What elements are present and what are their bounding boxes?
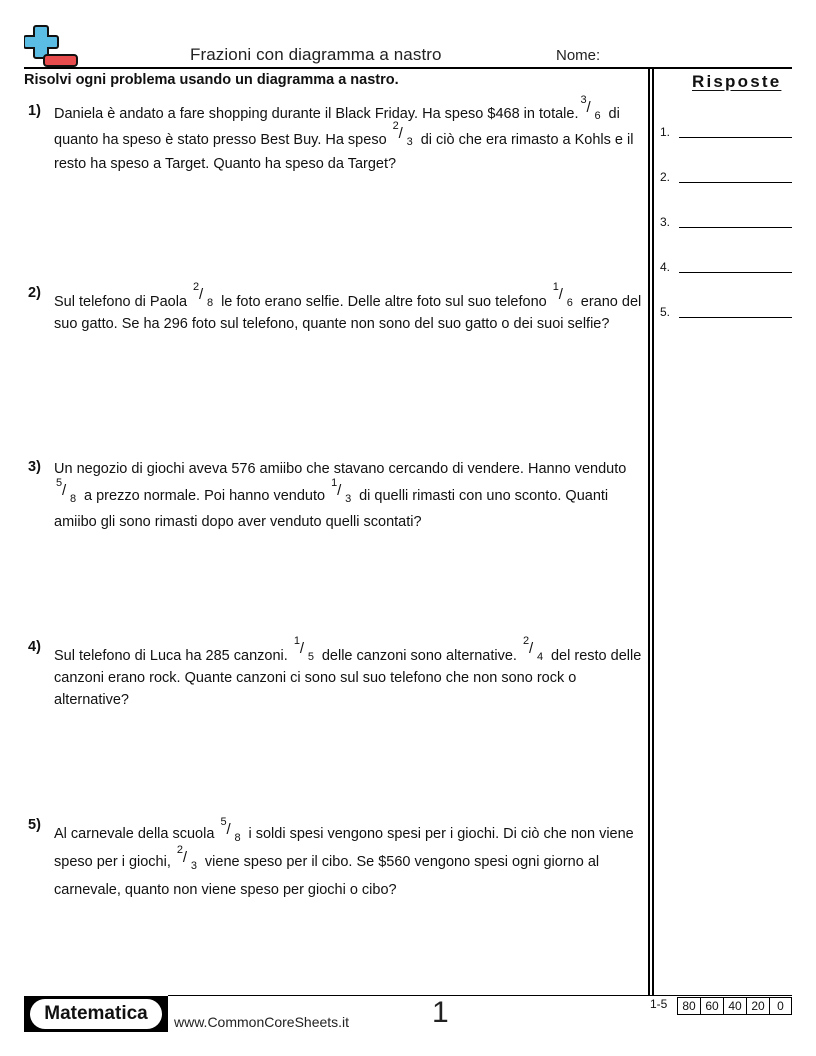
answer-row (660, 303, 792, 323)
answer-row (660, 213, 792, 233)
problem-number: 5) (28, 817, 41, 833)
fraction-slash: / (558, 286, 563, 303)
column-divider (648, 68, 650, 996)
answer-blank[interactable] (679, 317, 792, 318)
score-cell: 60 (701, 998, 724, 1014)
header-divider (24, 67, 792, 69)
fraction-slash: / (199, 286, 204, 303)
fraction-slash: / (528, 640, 534, 657)
problem-text-segment: di quanto ha speso è stato presso Best Buy. Ha speso (54, 106, 620, 148)
answer-row (660, 258, 792, 278)
page-number: 1 (432, 996, 449, 1029)
answer-number: 3. (660, 215, 671, 229)
fraction (522, 635, 545, 663)
answer-number: 4. (660, 260, 671, 274)
problem-text-segment: i soldi spesi vengono spesi per i giochi. Di ciò che non viene speso per i giochi, (54, 826, 634, 870)
problem-text (54, 456, 646, 535)
fraction (331, 477, 353, 505)
score-cell: 80 (678, 998, 701, 1014)
fraction-numerator: 2 (176, 844, 184, 856)
fraction-slash: / (337, 482, 342, 499)
answer-blank[interactable] (679, 272, 792, 273)
problem-text (54, 816, 646, 904)
fraction-numerator: 1 (293, 635, 300, 647)
fraction (176, 844, 199, 872)
answers-title: Risposte (692, 72, 782, 91)
fraction-denominator: 3 (190, 860, 198, 872)
problem-text-segment: Daniela è andato a fare shopping durante il Black Friday. Ha speso $468 in totale. (54, 106, 579, 122)
problem-text-segment: Sul telefono di Luca ha 285 canzoni. (54, 648, 292, 664)
fraction-denominator: 8 (70, 493, 77, 505)
answer-number: 1. (660, 125, 671, 139)
fraction-denominator: 8 (234, 832, 241, 844)
name-label: Nome: (556, 47, 601, 64)
problem-number: 2) (28, 285, 41, 301)
fraction-slash: / (182, 849, 188, 866)
site-url[interactable]: www.CommonCoreSheets.it (174, 1014, 350, 1030)
problem-number: 1) (28, 103, 41, 119)
fraction-slash: / (586, 99, 591, 116)
fraction-slash: / (62, 482, 67, 499)
fraction (293, 635, 316, 663)
fraction-denominator: 6 (594, 110, 601, 122)
fraction-denominator: 6 (566, 297, 573, 309)
fraction-numerator: 5 (56, 477, 63, 489)
instructions: Risolvi ogni problema usando un diagramma a nastro. (24, 72, 399, 88)
score-range-label: 1-5 (650, 997, 668, 1011)
score-cell: 20 (747, 998, 770, 1014)
fraction-numerator: 2 (193, 281, 200, 293)
answer-blank[interactable] (679, 227, 792, 228)
worksheet-title: Frazioni con diagramma a nastro (190, 45, 442, 64)
fraction-denominator: 5 (307, 651, 314, 663)
fraction-denominator: 3 (406, 136, 413, 148)
problem-text-segment: Al carnevale della scuola (54, 826, 219, 842)
problem-text-segment: del resto delle canzoni erano rock. Quante canzoni ci sono sul suo telefono che non sono rock o alternative? (54, 648, 642, 708)
fraction-denominator: 8 (207, 297, 214, 309)
column-divider (652, 68, 654, 996)
fraction (56, 477, 78, 505)
problem-number: 3) (28, 459, 41, 475)
fraction (220, 816, 242, 844)
problem-text (54, 635, 646, 711)
fraction-numerator: 1 (331, 477, 338, 489)
problem-text-segment: di quelli rimasti con uno sconto. Quanti amiibo gli sono rimasti dopo aver venduto quelli scontati? (54, 488, 609, 530)
fraction (392, 120, 415, 148)
answer-number: 5. (660, 305, 671, 319)
fraction-slash: / (299, 640, 304, 657)
problem-text-segment: di ciò che era rimasto a Kohls e il resto ha speso a Target. Quanto ha speso da Target? (54, 132, 634, 172)
brand-label: Matematica (30, 999, 162, 1029)
answer-row (660, 168, 792, 188)
plus-minus-logo-icon (24, 24, 80, 68)
fraction-numerator: 2 (522, 635, 530, 647)
fraction-numerator: 5 (220, 816, 227, 828)
problem-text-segment: delle canzoni sono alternative. (317, 648, 521, 664)
problem-text-segment: erano del suo gatto. Se ha 296 foto sul telefono, quante non sono del suo gatto o dei suoi selfie? (54, 294, 642, 332)
problem-text-segment: a prezzo normale. Poi hanno venduto (80, 488, 330, 504)
fraction (580, 94, 602, 122)
fraction-numerator: 1 (552, 281, 559, 293)
fraction-slash: / (398, 125, 403, 142)
fraction-denominator: 3 (345, 493, 352, 505)
problem-text-segment: Sul telefono di Paola (54, 294, 192, 310)
problem-text-segment: Un negozio di giochi aveva 576 amiibo che stavano cercando di vendere. Hanno venduto (54, 461, 627, 477)
problem-text-segment: viene speso per il cibo. Se $560 vengono spesi ogni giorno al carnevale, quanto non viene speso per giochi o cibo? (54, 854, 600, 898)
footer-divider (168, 995, 792, 996)
problem-text (54, 94, 646, 176)
score-cell: 40 (724, 998, 747, 1014)
answer-row (660, 123, 792, 143)
problem-number: 4) (28, 639, 41, 655)
fraction (193, 281, 215, 309)
answer-blank[interactable] (679, 182, 792, 183)
problem-text-segment: le foto erano selfie. Delle altre foto sul suo telefono (217, 294, 551, 310)
score-cell: 0 (770, 998, 792, 1014)
problem-text (54, 281, 646, 335)
fraction (552, 281, 575, 309)
answer-number: 2. (660, 170, 671, 184)
answer-blank[interactable] (679, 137, 792, 138)
score-table (677, 997, 792, 1015)
fraction-numerator: 2 (392, 120, 399, 132)
fraction-denominator: 4 (536, 651, 544, 663)
fraction-numerator: 3 (580, 94, 587, 106)
fraction-slash: / (226, 821, 231, 838)
